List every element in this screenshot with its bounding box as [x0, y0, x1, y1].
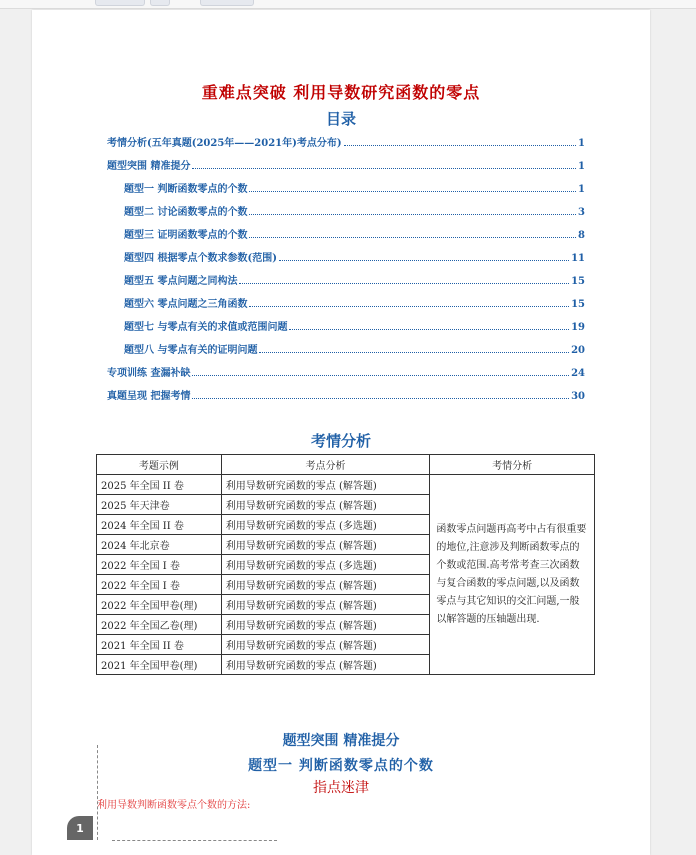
toolbar-button[interactable]	[95, 0, 145, 6]
toc-entry[interactable]	[107, 158, 585, 172]
toc-entry-page: 20	[571, 345, 585, 356]
toc-entry-text: 题型一 判断函数零点的个数	[124, 184, 248, 195]
dashed-border	[112, 840, 277, 841]
toc-entry-page: 1	[578, 161, 585, 172]
toc-leader	[249, 306, 569, 307]
topic-cell: 利用导数研究函数的零点 (多选题)	[221, 515, 430, 535]
toc-leader	[344, 145, 576, 146]
exam-cell: 2022 年全国 I 卷	[97, 555, 222, 575]
topic-cell: 利用导数研究函数的零点 (解答题)	[221, 595, 430, 615]
toc-entry-text: 题型六 零点问题之三角函数	[124, 299, 248, 310]
toc-entry-page: 1	[578, 138, 585, 149]
toc-entry[interactable]	[124, 204, 585, 218]
exam-cell: 2021 年全国甲卷(理)	[97, 655, 222, 675]
toc-leader	[249, 214, 576, 215]
toc-entry-page: 15	[571, 299, 585, 310]
toc-leader	[192, 168, 576, 169]
exam-cell: 2022 年全国 I 卷	[97, 575, 222, 595]
toc-entry[interactable]	[107, 365, 585, 379]
exam-cell: 2024 年全国 II 卷	[97, 515, 222, 535]
toc-entry[interactable]	[124, 319, 585, 333]
section-heading: 题型突围 精准提分	[282, 733, 400, 749]
toc-entry-page: 11	[571, 253, 585, 264]
toolbar	[0, 0, 696, 9]
toc-entry[interactable]	[124, 342, 585, 356]
toc-entry[interactable]	[124, 273, 585, 287]
toc-entry-page: 24	[571, 368, 585, 379]
column-header: 考点分析	[221, 455, 430, 475]
toc-entry-text: 题型四 根据零点个数求参数(范围)	[124, 253, 277, 264]
toc-entry-text: 真题呈现 把握考情	[107, 391, 191, 402]
exam-table	[96, 454, 595, 675]
exam-cell: 2021 年全国 II 卷	[97, 635, 222, 655]
toc-leader	[249, 237, 576, 238]
document-page	[32, 10, 650, 855]
topic-cell: 利用导数研究函数的零点 (解答题)	[221, 495, 430, 515]
toc-entry-page: 30	[571, 391, 585, 402]
method-line: 利用导数判断函数零点个数的方法:	[97, 800, 251, 811]
toc-leader	[249, 191, 576, 192]
toc-leader	[259, 352, 569, 353]
topic-cell: 利用导数研究函数的零点 (解答题)	[221, 535, 430, 555]
toc-entry-text: 题型七 与零点有关的求值或范围问题	[124, 322, 288, 333]
toc-entry[interactable]	[107, 135, 585, 149]
toc-leader	[192, 398, 569, 399]
toolbar-button[interactable]	[150, 0, 170, 6]
topic-cell: 利用导数研究函数的零点 (解答题)	[221, 575, 430, 595]
exam-cell: 2025 年全国 II 卷	[97, 475, 222, 495]
toc-entry-page: 15	[571, 276, 585, 287]
toc-entry-text: 题型八 与零点有关的证明问题	[124, 345, 258, 356]
toc-entry[interactable]	[124, 227, 585, 241]
toc-entry-text: 考情分析(五年真题(2025年——2021年)考点分布)	[107, 138, 342, 149]
type-heading: 题型一 判断函数零点的个数	[248, 758, 434, 774]
toc-leader	[192, 375, 569, 376]
topic-cell: 利用导数研究函数的零点 (多选题)	[221, 555, 430, 575]
topic-cell: 利用导数研究函数的零点 (解答题)	[221, 615, 430, 635]
topic-cell: 利用导数研究函数的零点 (解答题)	[221, 655, 430, 675]
table-row	[97, 475, 595, 495]
analysis-cell: 函数零点问题再高考中占有很重要的地位,注意涉及判断函数零点的个数或范围.高考常考查三次函数与复合函数的零点问题,以及函数零点与其它知识的交汇问题,一般以解答题的压轴题出现.	[430, 475, 595, 675]
toc-leader	[239, 283, 569, 284]
table-header-row	[97, 455, 595, 475]
toc-entry-page: 8	[578, 230, 585, 241]
toc-heading: 目录	[325, 110, 356, 128]
toc-entry-page: 19	[571, 322, 585, 333]
toc-entry[interactable]	[124, 250, 585, 264]
document-title: 重难点突破 利用导数研究函数的零点	[201, 83, 481, 102]
toc-entry-text: 专项训练 查漏补缺	[107, 368, 191, 379]
toc-entry-text: 题型突围 精准提分	[107, 161, 191, 172]
toc-entry[interactable]	[107, 388, 585, 402]
column-header: 考题示例	[97, 455, 222, 475]
exam-cell: 2025 年天津卷	[97, 495, 222, 515]
dashed-border	[97, 745, 98, 840]
exam-cell: 2022 年全国乙卷(理)	[97, 615, 222, 635]
toc-entry[interactable]	[124, 296, 585, 310]
toc-entry[interactable]	[124, 181, 585, 195]
toc-entry-page: 3	[578, 207, 585, 218]
toc-entry-text: 题型二 讨论函数零点的个数	[124, 207, 248, 218]
toc-entry-text: 题型三 证明函数零点的个数	[124, 230, 248, 241]
topic-cell: 利用导数研究函数的零点 (解答题)	[221, 635, 430, 655]
exam-cell: 2022 年全国甲卷(理)	[97, 595, 222, 615]
exam-cell: 2024 年北京卷	[97, 535, 222, 555]
analysis-heading: 考情分析	[310, 432, 371, 450]
column-header: 考情分析	[430, 455, 595, 475]
tip-heading: 指点迷津	[313, 780, 369, 796]
toolbar-button[interactable]	[200, 0, 254, 6]
toc-entry-text: 题型五 零点问题之同构法	[124, 276, 238, 287]
toc-leader	[279, 260, 569, 261]
toc-entry-page: 1	[578, 184, 585, 195]
toc-leader	[289, 329, 569, 330]
topic-cell: 利用导数研究函数的零点 (解答题)	[221, 475, 430, 495]
page-number-badge: 1	[67, 816, 93, 840]
